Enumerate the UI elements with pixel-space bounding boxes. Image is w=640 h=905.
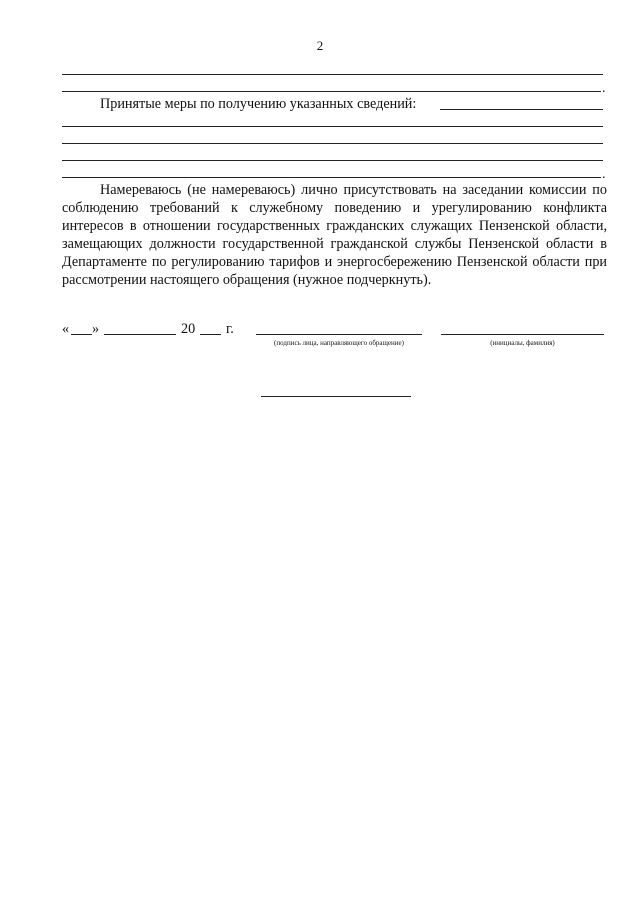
signature-caption: (подпись лица, направляющего обращение) <box>274 339 404 347</box>
name-line <box>441 334 604 335</box>
fill-line-2 <box>62 91 601 92</box>
year-suffix: г. <box>226 321 234 337</box>
fill-line-6 <box>62 177 601 178</box>
fill-line-3 <box>62 126 603 127</box>
day-line <box>71 334 92 335</box>
line-end-period-2: . <box>602 167 606 182</box>
month-line <box>104 334 176 335</box>
date-quote-open: « <box>62 321 70 337</box>
fill-line-1 <box>62 74 603 75</box>
document-end-line <box>261 396 411 397</box>
year-line <box>200 334 221 335</box>
name-caption: (инициалы, фамилия) <box>490 339 555 347</box>
date-quote-close: » <box>92 321 100 337</box>
page-number: 2 <box>316 38 324 53</box>
signature-line <box>256 334 422 335</box>
fill-line-4 <box>62 143 603 144</box>
fill-line-5 <box>62 160 603 161</box>
intent-paragraph: Намереваюсь (не намереваюсь) лично присутствовать на заседании комиссии по соблюдению требований к служебному поведению и урегулированию конфликта интересов в отношении государственных гражданских служащих Пензенской области, замещающих должности государственной гражданской службы Пензенской области в Департаменте по регулированию тарифов и энергосбережению Пензенской области при рассмотрении настоящего обращения (нужное подчеркнуть). <box>62 182 607 288</box>
year-prefix: 20 <box>181 321 196 337</box>
measures-fill-line <box>440 109 603 110</box>
line-end-period: . <box>602 81 606 96</box>
measures-label: Принятые меры по получению указанных сведений: <box>100 96 417 112</box>
